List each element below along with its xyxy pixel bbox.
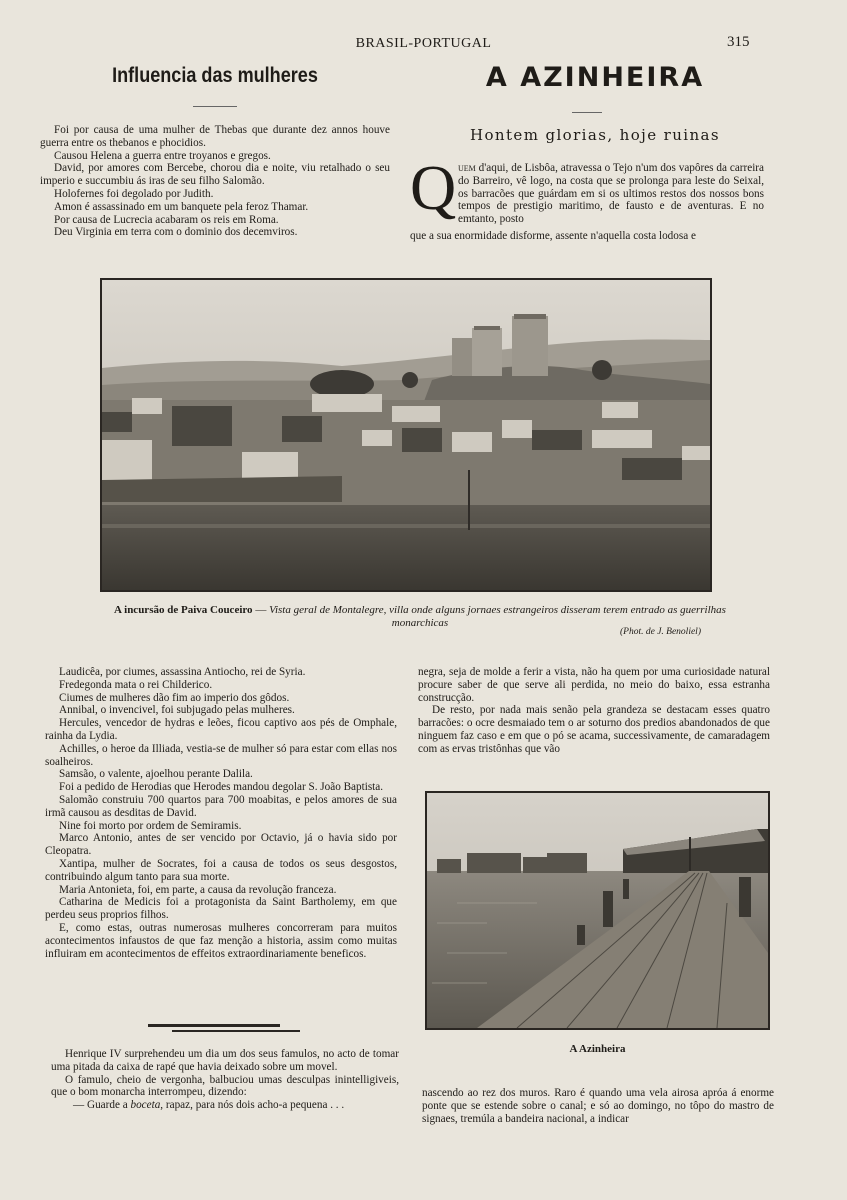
intro-hanging-text bbox=[458, 162, 764, 226]
paragraph: Amon é assassinado em um banquete pela feroz Thamar. bbox=[54, 200, 309, 213]
intro-tail-text: que a sua enormidade disforme, assente n'aquella costa lodosa e bbox=[410, 230, 696, 242]
paragraph: O famulo, cheio de vergonha, balbuciou umas desculpas inintelligiveis, que o bom monarcha interrompeu, dizendo: bbox=[51, 1073, 399, 1099]
left-article-continued bbox=[45, 666, 397, 960]
quote-after: , rapaz, para nós dois acho-a pequena . . . bbox=[160, 1099, 345, 1112]
paragraph: Foi por causa de uma mulher de Thebas que durante dez annos houve guerra entre os thebanos e phocidios. bbox=[40, 124, 390, 149]
left-article-title: Influencia das mulheres bbox=[112, 64, 318, 87]
running-title: BRASIL-PORTUGAL bbox=[355, 36, 492, 51]
paragraph: Ciumes de mulheres dão fim ao imperio dos gôdos. bbox=[59, 691, 290, 704]
paragraph: De resto, por nada mais senão pela grandeza se destacam esses quatro barracões: o ocre desmaiado tem o ar soturno dos predios abandonados de que ninguem faz caso e em que o pó se acama, successivamente, de camaradagem com as ervas tristônhas que vão bbox=[418, 704, 770, 755]
paragraph: Maria Antonieta, foi, em parte, a causa da revolução franceza. bbox=[59, 883, 337, 896]
paragraph: Achilles, o heroe da Illiada, vestia-se de mulher só para estar com ellas nos soalheiros. bbox=[45, 742, 397, 768]
paragraph: Marco Antonio, antes de ser vencido por Octavio, já o havia sido por Cleopatra. bbox=[45, 832, 397, 858]
paragraph-quote bbox=[51, 1099, 399, 1112]
paragraph: Laudicêa, por ciumes, assassina Antiocho, rei de Syria. bbox=[59, 666, 306, 678]
photo-azinheira-pier bbox=[425, 791, 770, 1030]
paragraph: nascendo ao rez dos muros. Raro é quando uma vela airosa apróa á enorme ponte que se estende sobre o canal; e só ao domingo, no tôpo do mastro de signaes, tremúla a bandeira nacional, a indicar bbox=[422, 1087, 774, 1125]
title-divider-left bbox=[193, 106, 237, 107]
paragraph: Annibal, o invencivel, foi subjugado pelas mulheres. bbox=[59, 704, 295, 717]
montalegre-village-image bbox=[102, 280, 710, 590]
caption-body: Vista geral de Montalegre, villa onde alguns jornaes estrangeiros disseram terem entrado as guerrilhas monarchicas bbox=[269, 604, 726, 629]
right-article-bottom-text bbox=[422, 1087, 774, 1125]
paragraph: E, como estas, outras numerosas mulheres concorreram para muitos acontecimentos infaustos de que faz menção a historia, assim como muitas influiram em acontecimentos de effeitos extraordinariamente beneficos. bbox=[45, 921, 397, 960]
azinheira-pier-image bbox=[427, 793, 768, 1028]
photo-credit: (Phot. de J. Benoliel) bbox=[620, 627, 701, 637]
section-divider-top bbox=[148, 1024, 280, 1027]
paragraph: Holofernes foi degolado por Judith. bbox=[54, 187, 214, 200]
paragraph: negra, seja de molde a ferir a vista, não ha quem por uma curiosidade natural procure saber de que serve ali perdida, no meio do baixo, essa estranha construcção. bbox=[418, 666, 770, 704]
intro-text: d'aqui, de Lisbôa, atravessa o Tejo n'um dos vapôres da carreira do Barreiro, vê logo, na costa que se prolonga para leste do Seixal, os barracões que guárdam em si os ultimos restos dos nossos bons tempos de prestigio maritimo, de fausto e de aventuras. E no emtanto, posto bbox=[458, 162, 765, 226]
paragraph: Hercules, vencedor de hydras e leões, ficou captivo aos pés de Omphale, rainha da Lydia. bbox=[45, 717, 397, 742]
paragraph: Catharina de Medicis foi a protagonista da Saint Bartholemy, em que perdeu seus proprios filhos. bbox=[45, 896, 397, 922]
right-article-title: A AZINHEIRA bbox=[485, 62, 705, 93]
title-divider-right bbox=[572, 112, 602, 113]
paragraph: Foi a pedido de Herodias que Herodes mandou degolar S. João Baptista. bbox=[59, 781, 384, 794]
right-article-subtitle: Hontem glorias, hoje ruinas bbox=[470, 126, 720, 144]
caption-dash: — bbox=[252, 604, 270, 616]
photo-caption-azinheira: A Azinheira bbox=[569, 1043, 626, 1055]
photo-montalegre bbox=[100, 278, 712, 592]
paragraph: Por causa de Lucrecia acabaram os reis em Roma. bbox=[54, 213, 279, 226]
paragraph: Xantipa, mulher de Socrates, foi a causa de todos os seus desgostos, contribuindo algum tanto para sua morte. bbox=[45, 857, 397, 883]
intro-first-word: uem bbox=[458, 162, 476, 174]
paragraph: Fredegonda mata o rei Childerico. bbox=[59, 678, 213, 691]
paragraph: Nine foi morto por ordem de Semiramis. bbox=[59, 819, 242, 832]
caption-lead: A incursão de Paiva Couceiro bbox=[114, 604, 253, 616]
paragraph: Deu Virginia em terra com o dominio dos decemviros. bbox=[54, 226, 298, 239]
page-number: 315 bbox=[727, 34, 750, 50]
section-divider-bottom bbox=[172, 1030, 300, 1032]
quote-before: — Guarde a bbox=[73, 1099, 131, 1112]
paragraph: Causou Helena a guerra entre troyanos e gregos. bbox=[54, 149, 271, 162]
quote-italic: boceta bbox=[130, 1099, 161, 1112]
paragraph: Salomão construiu 700 quartos para 700 moabitas, e pelos amores de sua irmã causou as desditas de David. bbox=[45, 793, 397, 819]
right-article-continued bbox=[418, 666, 770, 756]
paragraph: Henrique IV surprehendeu um dia um dos seus famulos, no acto de tomar uma pitada da caixa de rapé que havia deixado sobre um movel. bbox=[51, 1048, 399, 1073]
anecdote-text bbox=[51, 1048, 399, 1112]
drop-cap: Q bbox=[410, 152, 457, 223]
left-article-top-text bbox=[40, 124, 390, 239]
paragraph: David, por amores com Bercebe, chorou dia e noite, viu retalhado o seu imperio e succumbiu ás iras de seu filho Salomão. bbox=[40, 162, 390, 188]
paragraph: Samsão, o valente, ajoelhou perante Dalila. bbox=[59, 768, 253, 781]
